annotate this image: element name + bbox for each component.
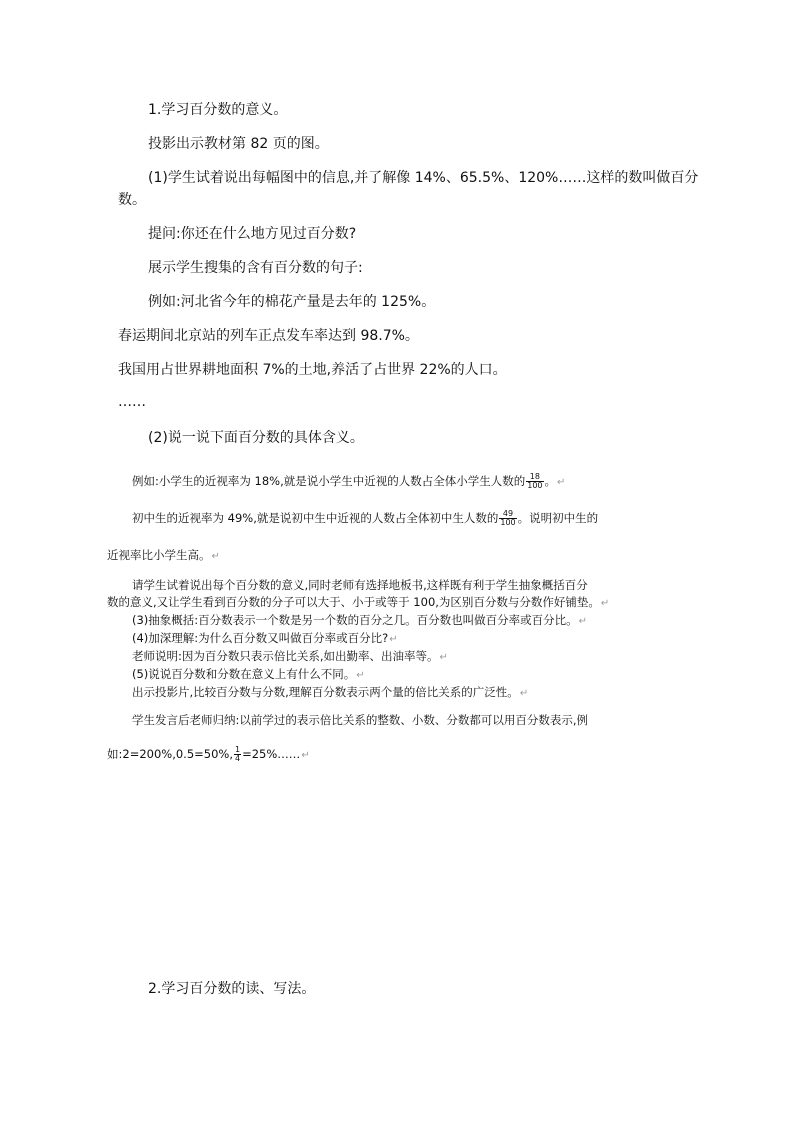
paragraph-mark-icon: ↵ xyxy=(557,477,566,488)
sentence-text: 老师说明:因为百分数只表示倍比关系,如出勤率、出油率等。 xyxy=(132,649,439,663)
example-train: 春运期间北京站的列车正点发车率达到 98.7%。 xyxy=(118,328,419,344)
paragraph-mark-icon: ↵ xyxy=(301,750,310,761)
fraction-numerator: 1 xyxy=(235,745,241,754)
sentence-text: (5)说说百分数和分数在意义上有什么不同。 xyxy=(132,667,356,681)
paragraph-step1-line1: (1)学生试着说出每幅图中的信息,并了解像 14%、65.5%、120%……这样的数叫做百分 xyxy=(148,170,699,186)
paragraph-show-sentences: 展示学生搜集的含有百分数的句子: xyxy=(148,260,363,276)
sentence-text: 。 xyxy=(544,474,557,488)
paragraph-compare xyxy=(132,684,528,702)
fraction-1-4 xyxy=(234,746,241,763)
example-cotton: 例如:河北省今年的棉花产量是去年的 125%。 xyxy=(148,294,436,310)
ellipsis: …… xyxy=(118,394,146,410)
sentence-text: 数的意义,又让学生看到百分数的分子可以大于、小于或等于 100,为区别百分数与分数作好铺垫。 xyxy=(107,595,600,609)
fraction-49-100 xyxy=(499,510,516,527)
fraction-numerator: 49 xyxy=(499,510,516,519)
paragraph-mark-icon: ↵ xyxy=(211,551,220,562)
example-farmland: 我国用占世界耕地面积 7%的土地,养活了占世界 22%的人口。 xyxy=(118,362,507,378)
section-heading-1: 1.学习百分数的意义。 xyxy=(148,102,288,118)
paragraph-summary-line1: 学生发言后老师归纳:以前学过的表示倍比关系的整数、小数、分数都可以用百分数表示,例 xyxy=(132,713,589,727)
sentence-text: 如:2=200%,0.5=50%, xyxy=(107,747,234,761)
sentence-text: 。说明初中生的 xyxy=(517,511,599,525)
paragraph-explain-line1: 请学生试着说出每个百分数的意义,同时老师有选择地板书,这样既有利于学生抽象概括百分 xyxy=(132,578,588,592)
fraction-numerator: 18 xyxy=(526,473,543,482)
section-heading-2: 2.学习百分数的读、写法。 xyxy=(148,981,316,997)
paragraph-question: 提问:你还在什么地方见过百分数? xyxy=(148,226,357,242)
paragraph-mark-icon: ↵ xyxy=(439,652,448,663)
fraction-denominator: 4 xyxy=(235,754,241,763)
paragraph-mark-icon: ↵ xyxy=(356,670,365,681)
paragraph-difference xyxy=(132,666,365,684)
paragraph-step1-line2: 数。 xyxy=(118,192,146,208)
sentence-text: (4)加深理解:为什么百分数又叫做百分率或百分比? xyxy=(132,631,389,645)
sentence-text: 初中生的近视率为 49%,就是说初中生中近视的人数占全体初中生人数的 xyxy=(132,511,499,525)
paragraph-summary-line2 xyxy=(107,746,310,764)
paragraph-mark-icon: ↵ xyxy=(519,688,529,699)
paragraph-mark-icon: ↵ xyxy=(389,634,398,645)
sentence-text: 例如:小学生的近视率为 18%,就是说小学生中近视的人数占全体小学生人数的 xyxy=(132,474,526,488)
sentence-junior-myopia xyxy=(132,510,598,527)
sentence-text: 出示投影片,比较百分数与分数,理解百分数表示两个量的倍比关系的广泛性。 xyxy=(132,685,519,699)
fraction-denominator: 100 xyxy=(527,481,543,490)
fraction-denominator: 100 xyxy=(500,518,516,527)
paragraph-explain-line2 xyxy=(107,594,609,612)
sentence-text: =25%…… xyxy=(242,747,301,761)
sentence-junior-conclusion xyxy=(107,547,220,565)
paragraph-step2: (2)说一说下面百分数的具体含义。 xyxy=(148,430,364,446)
sentence-text: (3)抽象概括:百分数表示一个数是另一个数的百分之几。百分数也叫做百分率或百分比。 xyxy=(132,613,578,627)
fraction-18-100 xyxy=(526,473,543,490)
paragraph-projection: 投影出示教材第 82 页的图。 xyxy=(148,136,329,152)
paragraph-teacher-note xyxy=(132,648,448,666)
sentence-text: 近视率比小学生高。 xyxy=(107,548,211,562)
paragraph-abstract xyxy=(132,612,587,630)
paragraph-deepen xyxy=(132,630,398,648)
paragraph-mark-icon: ↵ xyxy=(578,616,588,627)
paragraph-mark-icon: ↵ xyxy=(600,598,610,609)
sentence-primary-myopia xyxy=(132,473,565,491)
